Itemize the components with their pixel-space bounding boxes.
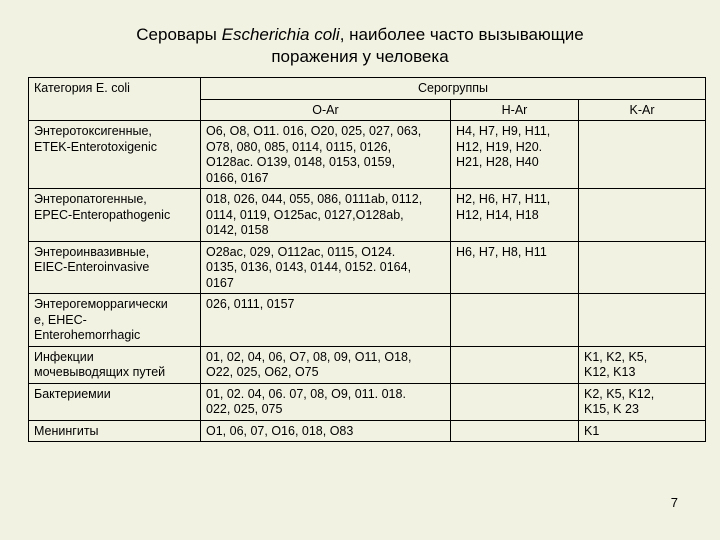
slide-title	[0, 24, 720, 68]
header-k-antigen: K-Ar	[579, 99, 706, 121]
o-antigen-cell: O1, 06, 07, O16, 018, O83	[201, 420, 451, 442]
h-antigen-cell: H6, H7, H8, H11	[451, 241, 579, 294]
serovar-table	[28, 77, 706, 442]
header-o-antigen: O-Ar	[201, 99, 451, 121]
category-cell: Инфекции мочевыводящих путей	[29, 346, 201, 383]
h-antigen-cell: H4, H7, H9, H11, H12, H19, H20. H21, H28, H40	[451, 121, 579, 189]
o-antigen-cell: 01, 02. 04, 06. 07, 08, O9, 011. 018. 022, 025, 075	[201, 383, 451, 420]
h-antigen-cell: H2, H6, H7, H11, H12, H14, H18	[451, 189, 579, 242]
table-row	[29, 189, 706, 242]
k-antigen-cell: K2, K5, K12, K15, K 23	[579, 383, 706, 420]
table-row	[29, 420, 706, 442]
k-antigen-cell	[579, 189, 706, 242]
k-antigen-cell: K1	[579, 420, 706, 442]
header-category: Категория E. coli	[29, 78, 201, 121]
o-antigen-cell: 01, 02, 04, 06, O7, 08, 09, O11, O18, O22, 025, O62, O75	[201, 346, 451, 383]
o-antigen-cell: O6, O8, O11. 016, O20, 025, 027, 063, O78, 080, 085, 0114, 0115, 0126, O128ac. O139, 0148, 0153, 0159, 0166, 0167	[201, 121, 451, 189]
category-cell: Энтеротоксигенные, ETEK-Enterotoxigenic	[29, 121, 201, 189]
header-h-antigen: H-Ar	[451, 99, 579, 121]
h-antigen-cell	[451, 294, 579, 347]
category-cell: Менингиты	[29, 420, 201, 442]
title-line-1	[0, 24, 720, 46]
title-species: Escherichia coli	[221, 25, 340, 44]
table-row	[29, 346, 706, 383]
title-suffix: , наиболее часто вызывающие	[339, 25, 584, 44]
h-antigen-cell	[451, 420, 579, 442]
category-cell: Энтеропатогенные, EPEC-Enteropathogenic	[29, 189, 201, 242]
k-antigen-cell	[579, 121, 706, 189]
page-number: 7	[670, 495, 678, 510]
table-row	[29, 294, 706, 347]
k-antigen-cell: K1, K2, K5, K12, K13	[579, 346, 706, 383]
title-line-2: поражения у человека	[271, 47, 449, 66]
h-antigen-cell	[451, 346, 579, 383]
table-row	[29, 241, 706, 294]
o-antigen-cell: O28ac, 029, O112ac, 0115, O124. 0135, 0136, 0143, 0144, 0152. 0164, 0167	[201, 241, 451, 294]
header-row-1	[29, 78, 706, 100]
category-cell: Бактериемии	[29, 383, 201, 420]
title-prefix: Серовары	[136, 25, 222, 44]
table-row	[29, 383, 706, 420]
header-serogroups: Серогруппы	[201, 78, 706, 100]
h-antigen-cell	[451, 383, 579, 420]
k-antigen-cell	[579, 241, 706, 294]
table-body	[29, 121, 706, 442]
o-antigen-cell: 026, 0111, 0157	[201, 294, 451, 347]
category-cell: Энтерогеморрагически e, EHEC- Enterohemorrhagic	[29, 294, 201, 347]
table-row	[29, 121, 706, 189]
k-antigen-cell	[579, 294, 706, 347]
category-cell: Энтероинвазивные, EIEC-Enteroinvasive	[29, 241, 201, 294]
o-antigen-cell: 018, 026, 044, 055, 086, 0111ab, 0112, 0114, 0119, O125ac, 0127,O128ab, 0142, 0158	[201, 189, 451, 242]
